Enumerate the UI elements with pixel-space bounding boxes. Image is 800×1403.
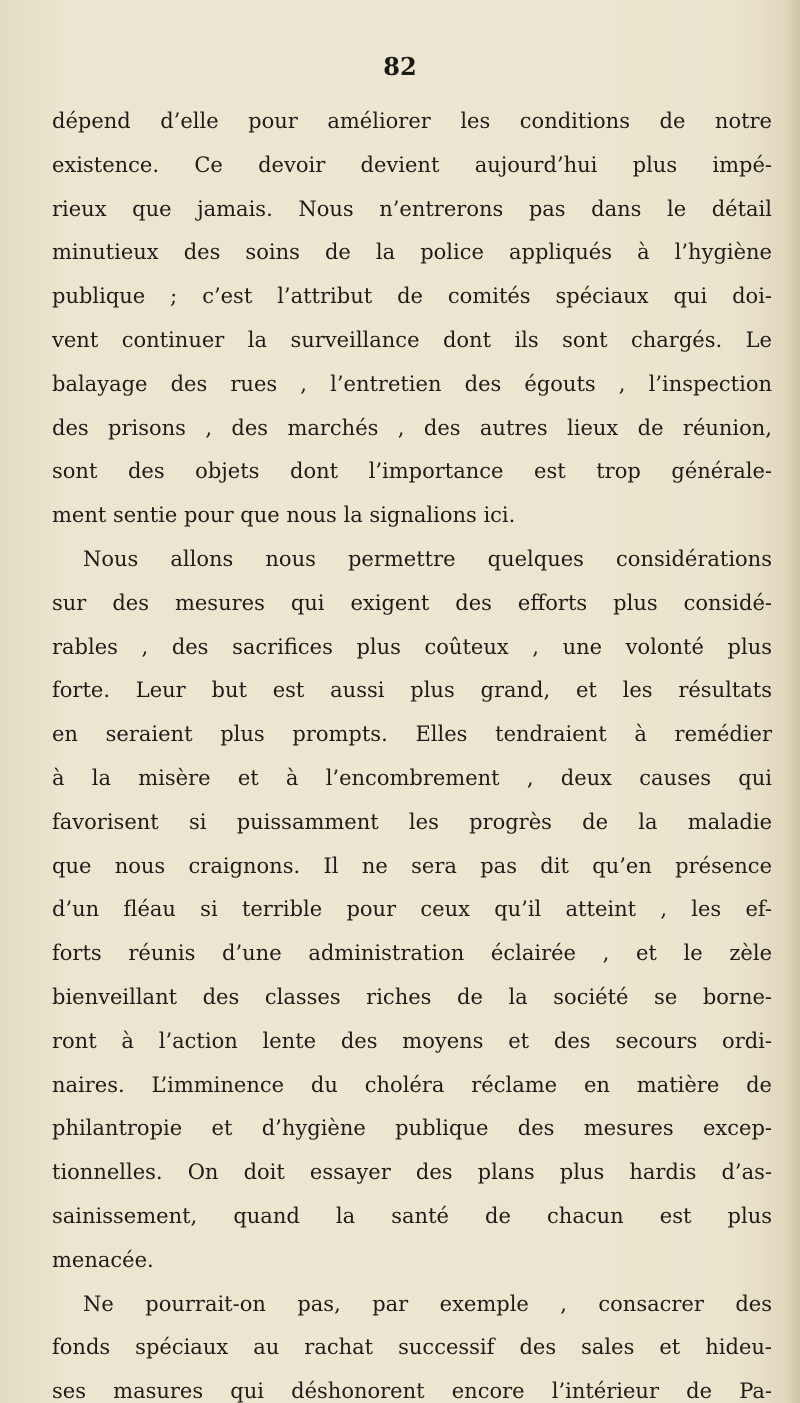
text-line: sur des mesures qui exigent des efforts plus considé- [52, 590, 772, 615]
text-line: sainissement, quand la santé de chacun est plus [52, 1203, 772, 1228]
text-line: favorisent si puissamment les progrès de la maladie [52, 809, 772, 834]
text-line: ront à l’action lente des moyens et des secours ordi- [52, 1028, 772, 1053]
body-text [52, 100, 772, 1403]
text-line: à la misère et à l’encombrement , deux causes qui [52, 765, 772, 790]
page-number: 82 [383, 52, 417, 81]
text-line: publique ; c’est l’attribut de comités spéciaux qui doi- [52, 284, 772, 309]
text-line: tionnelles. On doit essayer des plans plus hardis d’as- [52, 1160, 772, 1185]
text-line: forte. Leur but est aussi plus grand, et les résultats [52, 678, 772, 703]
text-line: balayage des rues , l’entretien des égouts , l’inspection [52, 371, 772, 396]
text-line: minutieux des soins de la police appliqués à l’hygiène [52, 240, 772, 265]
text-line: rieux que jamais. Nous n’entrerons pas dans le détail [52, 196, 772, 221]
text-line: Nous allons nous permettre quelques considérations [83, 546, 772, 571]
text-line: que nous craignons. Il ne sera pas dit qu’en présence [52, 853, 772, 878]
text-line: ses masures qui déshonorent encore l’intérieur de Pa- [52, 1379, 772, 1403]
text-line: sont des objets dont l’importance est trop générale- [52, 459, 772, 484]
text-line: d’un fléau si terrible pour ceux qu’il atteint , les ef- [52, 897, 772, 922]
text-line: menacée. [52, 1247, 154, 1272]
text-line: fonds spéciaux au rachat successif des sales et hideu- [52, 1335, 772, 1360]
text-line: bienveillant des classes riches de la société se borne- [52, 984, 772, 1009]
text-line: forts réunis d’une administration éclairée , et le zèle [52, 941, 772, 966]
text-line: Ne pourrait-on pas, par exemple , consacrer des [83, 1291, 772, 1316]
text-line: rables , des sacrifices plus coûteux , une volonté plus [52, 634, 772, 659]
text-line: des prisons , des marchés , des autres lieux de réunion, [52, 415, 772, 440]
text-line: ment sentie pour que nous la signalions ici. [52, 503, 516, 528]
text-line: existence. Ce devoir devient aujourd’hui plus impé- [52, 152, 772, 177]
text-line: naires. L’imminence du choléra réclame en matière de [52, 1072, 772, 1097]
text-line: vent continuer la surveillance dont ils sont chargés. Le [52, 327, 772, 352]
text-line: en seraient plus prompts. Elles tendraient à remédier [52, 722, 772, 747]
text-line: philantropie et d’hygiène publique des mesures excep- [52, 1116, 772, 1141]
text-line: dépend d’elle pour améliorer les conditions de notre [52, 109, 772, 133]
page-edge-shadow [786, 0, 800, 1403]
